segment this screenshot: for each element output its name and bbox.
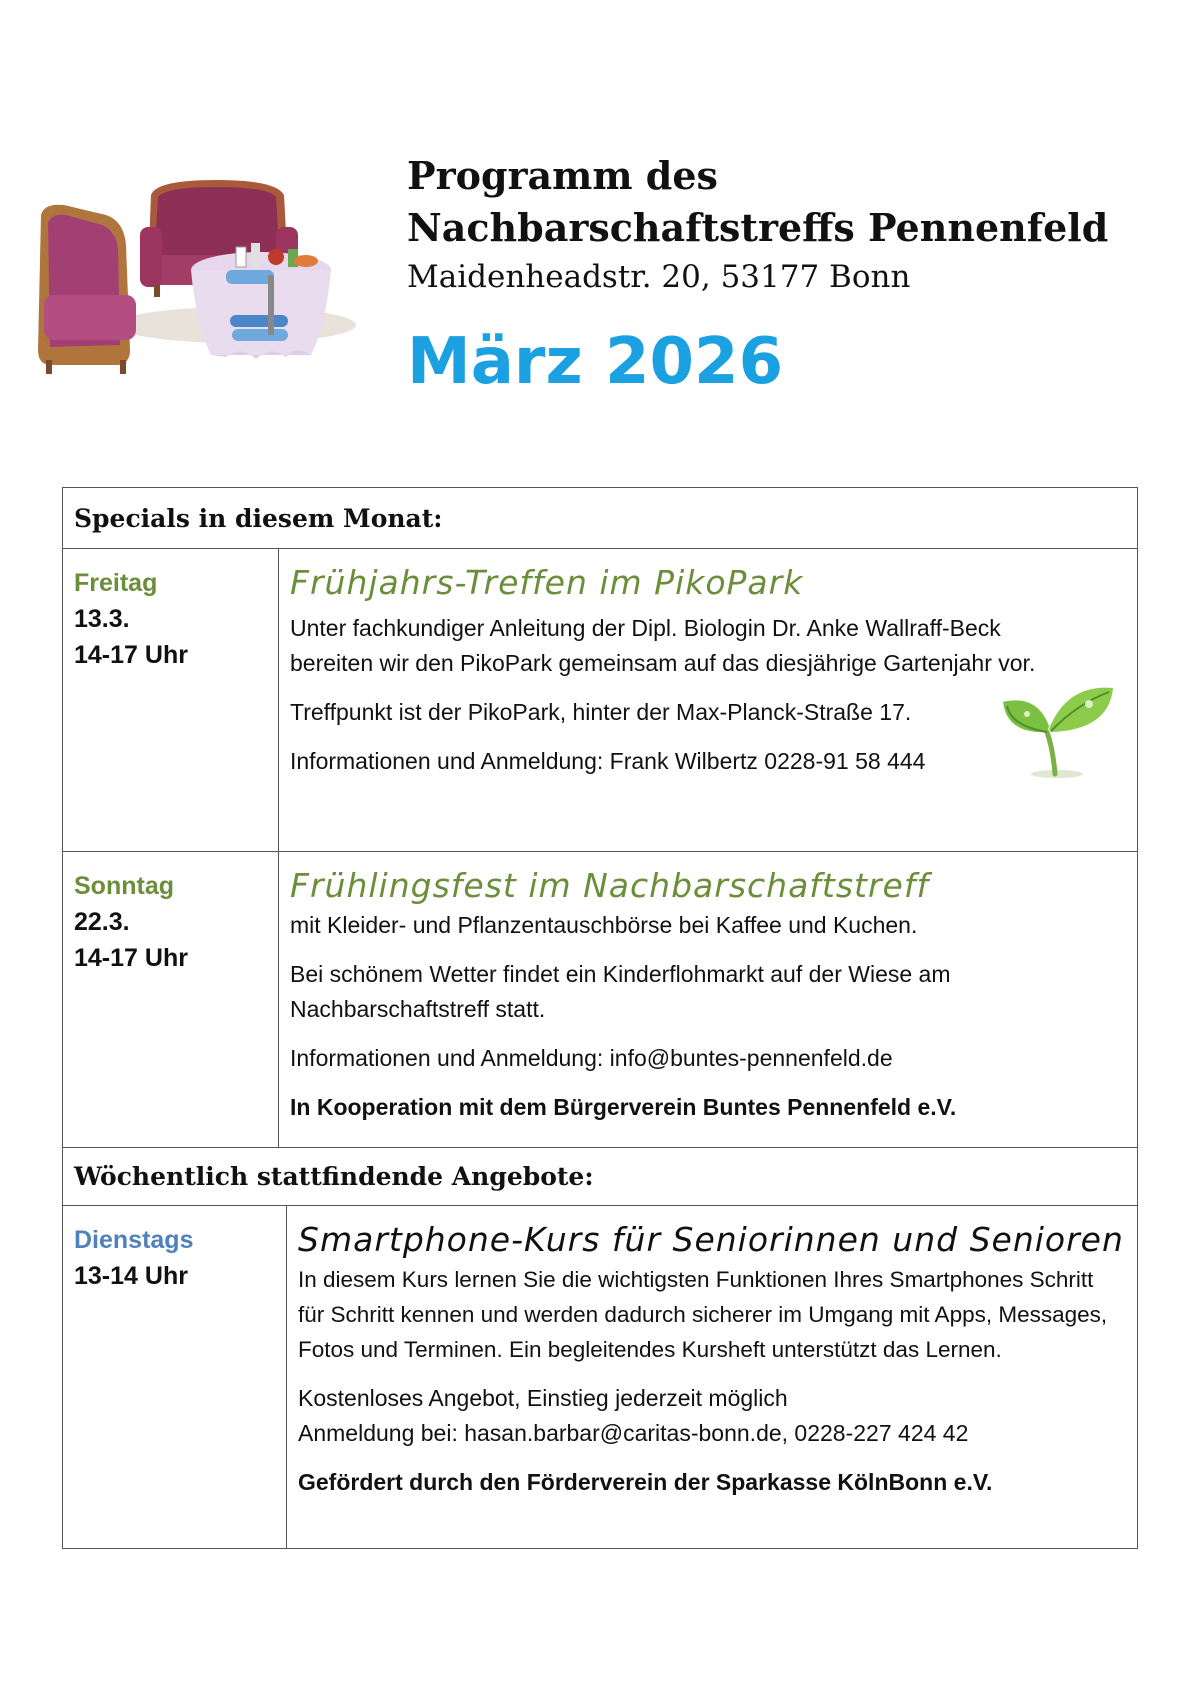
event-title: Frühlingsfest im Nachbarschaftstreff [290, 866, 930, 905]
page-title-line-2: Nachbarschaftstreffs Pennenfeld [407, 205, 1109, 250]
page-title-line-1: Programm des [407, 153, 718, 198]
event-note: Bei schönem Wetter findet ein Kinderflohmarkt auf der Wiese am Nachbarschaftstreff statt. [290, 961, 951, 1022]
event-weekday: Sonntag [74, 872, 174, 900]
event-date: 22.3. [74, 908, 130, 936]
address: Maidenheadstr. 20, 53177 Bonn [407, 259, 911, 295]
special-event-row [63, 549, 1137, 852]
event-weekday: Dienstags [74, 1226, 194, 1254]
event-meeting-point: Treffpunkt ist der PikoPark, hinter der Max-Planck-Straße 17. [290, 699, 912, 725]
event-day-cell [63, 852, 279, 1147]
event-description: mit Kleider- und Pflanzentauschbörse bei Kaffee und Kuchen. [290, 912, 918, 938]
event-weekday: Freitag [74, 569, 158, 597]
event-contact: Informationen und Anmeldung: Frank Wilbertz 0228-91 58 444 [290, 748, 926, 774]
event-time: 14-17 Uhr [74, 641, 188, 669]
event-sponsor: Gefördert durch den Förderverein der Sparkasse KölnBonn e.V. [298, 1469, 993, 1495]
specials-heading: Specials in diesem Monat: [63, 488, 1137, 549]
program-table [62, 487, 1138, 1549]
event-day-cell [63, 1206, 287, 1548]
event-title: Smartphone-Kurs für Seniorinnen und Senioren [298, 1220, 1124, 1259]
event-title: Frühjahrs-Treffen im PikoPark [290, 563, 804, 602]
furniture-illustration [36, 175, 366, 400]
event-time: 13-14 Uhr [74, 1262, 188, 1290]
event-content-cell [287, 1206, 1137, 1548]
event-partner: In Kooperation mit dem Bürgerverein Buntes Pennenfeld e.V. [290, 1094, 957, 1120]
month-heading: März 2026 [407, 325, 784, 399]
event-content-cell [279, 549, 1137, 851]
event-day-cell [63, 549, 279, 851]
special-event-row [63, 852, 1137, 1148]
weekly-heading: Wöchentlich stattfindende Angebote: [63, 1148, 1137, 1206]
event-date: 13.3. [74, 605, 130, 633]
event-time: 14-17 Uhr [74, 944, 188, 972]
event-description: In diesem Kurs lernen Sie die wichtigsten Funktionen Ihres Smartphones Schritt für Schritt kennen und werden dadurch sicherer im Umgang mit Apps, Messages, Fotos und Terminen. Ein begleitendes Kursheft unterstützt das Lernen. [298, 1267, 1108, 1362]
event-note: Kostenloses Angebot, Einstieg jederzeit möglich [298, 1385, 788, 1411]
weekly-event-row [63, 1206, 1137, 1548]
event-description: Unter fachkundiger Anleitung der Dipl. Biologin Dr. Anke Wallraff-Beck bereiten wir den PikoPark gemeinsam auf das diesjährige Gartenjahr vor. [290, 615, 1036, 676]
sprout-icon [997, 674, 1119, 784]
event-content-cell [279, 852, 1137, 1147]
event-contact: Anmeldung bei: hasan.barbar@caritas-bonn.de, 0228-227 424 42 [298, 1420, 969, 1446]
event-contact: Informationen und Anmeldung: info@buntes-pennenfeld.de [290, 1045, 893, 1071]
